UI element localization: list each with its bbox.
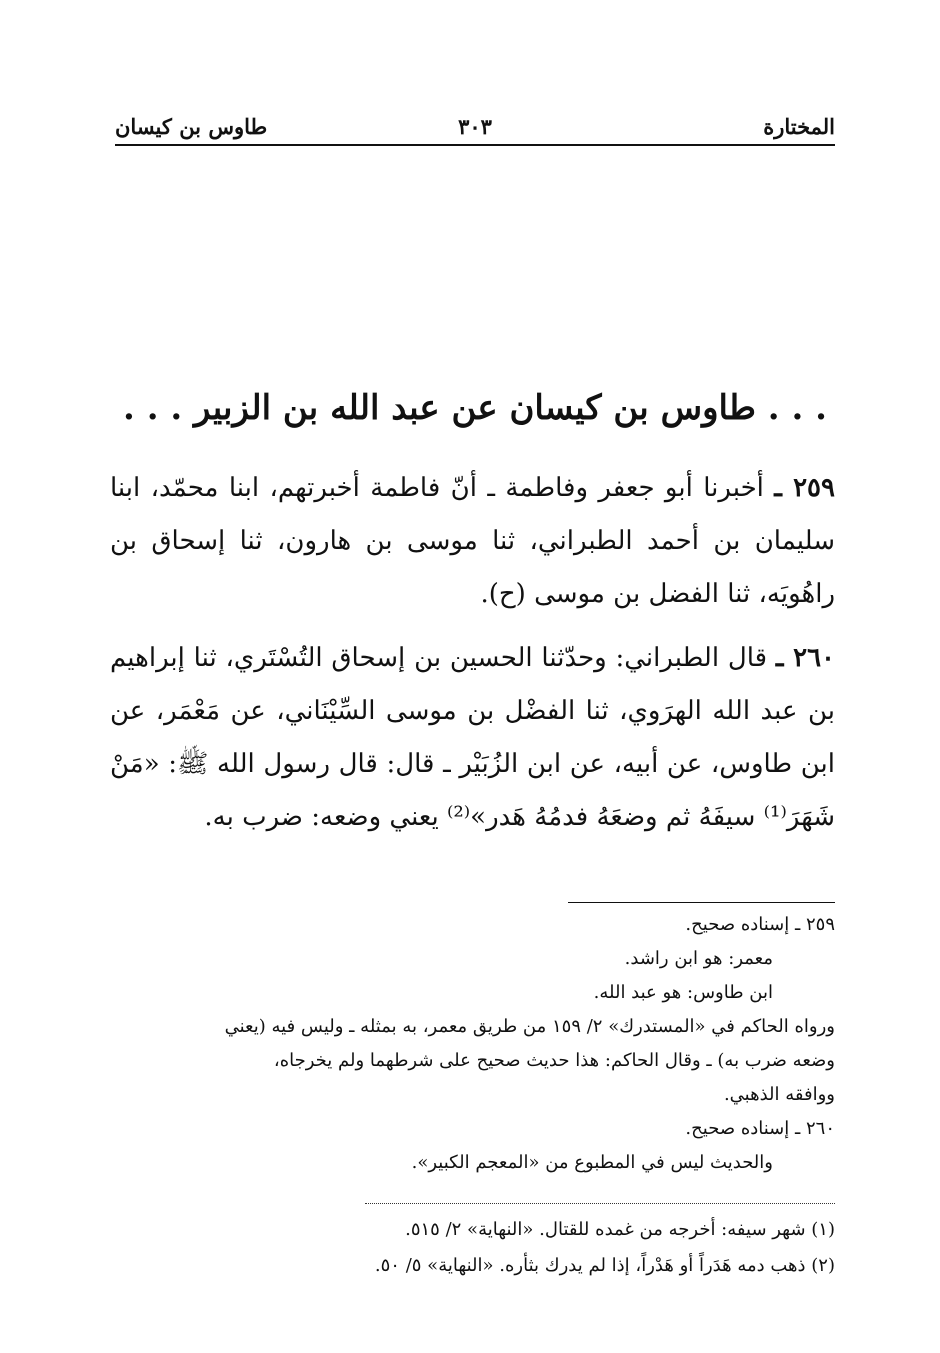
note-259-head: ٢٥٩ ـ إسناده صحيح. — [685, 914, 835, 935]
book-title: المختارة — [763, 114, 835, 139]
page-header — [115, 110, 835, 146]
note-259-line: ووافقه الذهبي. — [723, 1084, 835, 1105]
footnote-1: (١) شهر سيفه: أخرجه من غمده للقتال. «النهاية» ٢/ ٥١٥. — [405, 1219, 835, 1240]
page-number: ٣٠٣ — [458, 114, 492, 139]
chapter-running-title: طاوس بن كيسان — [115, 114, 268, 139]
chapter-title: . . . طاوس بن كيسان عن عبد الله بن الزبير . . . — [123, 388, 827, 428]
footnote-separator — [365, 1203, 835, 1204]
footnotes — [110, 1212, 835, 1284]
footnote-2: (٢) ذهب دمه هَدَراً أو هَدْراً، إذا لم يدرك بثأره. «النهاية» ٥/ ٥٠. — [374, 1255, 835, 1276]
notes-separator — [568, 902, 835, 903]
hadith-entry-260 — [110, 632, 835, 844]
note-259-line: معمر: هو ابن راشد. — [624, 948, 773, 969]
note-259-line: ورواه الحاكم في «المستدرك» ٢/ ١٥٩ من طريق معمر، به بمثله ـ وليس فيه (يعني — [224, 1016, 835, 1037]
entry-text: قال الطبراني: وحدّثنا الحسين بن إسحاق التُسْتَري، ثنا إبراهيم بن عبد الله الهرَوي، ثنا الفضْل بن موسى السِّيْنَاني، عن مَعْمَر، عن ابن طاوس، عن أبيه، عن ابن الزُبَيْر ـ قال: قال رسول الله ﷺ: «مَنْ شَهَرَ⁽¹⁾ سيفَهُ ثم وضعَهُ فدمُهُ هَدر»⁽²⁾ يعني وضعه: ضرب به. — [110, 643, 835, 832]
note-259-line: وضعه ضرب به) ـ وقال الحاكم: هذا حديث صحيح على شرطهما ولم يخرجاه، — [273, 1050, 835, 1071]
entry-text: أخبرنا أبو جعفر وفاطمة ـ أنّ فاطمة أخبرتهم، ابنا محمّد، ابنا سليمان بن أحمد الطبراني، ثنا موسى بن هارون، ثنا إسحاق بن راهُويَه، ثنا الفضل بن موسى (ح). — [110, 473, 835, 609]
entry-number: ٢٦٠ ـ — [775, 643, 836, 673]
editor-notes — [110, 908, 835, 1180]
note-260-line: والحديث ليس في المطبوع من «المعجم الكبير». — [411, 1152, 773, 1173]
entry-number: ٢٥٩ ـ — [774, 473, 835, 503]
note-260-head: ٢٦٠ ـ إسناده صحيح. — [685, 1118, 835, 1139]
note-259-line: ابن طاوس: هو عبد الله. — [593, 982, 773, 1003]
hadith-entry-259 — [110, 462, 835, 621]
